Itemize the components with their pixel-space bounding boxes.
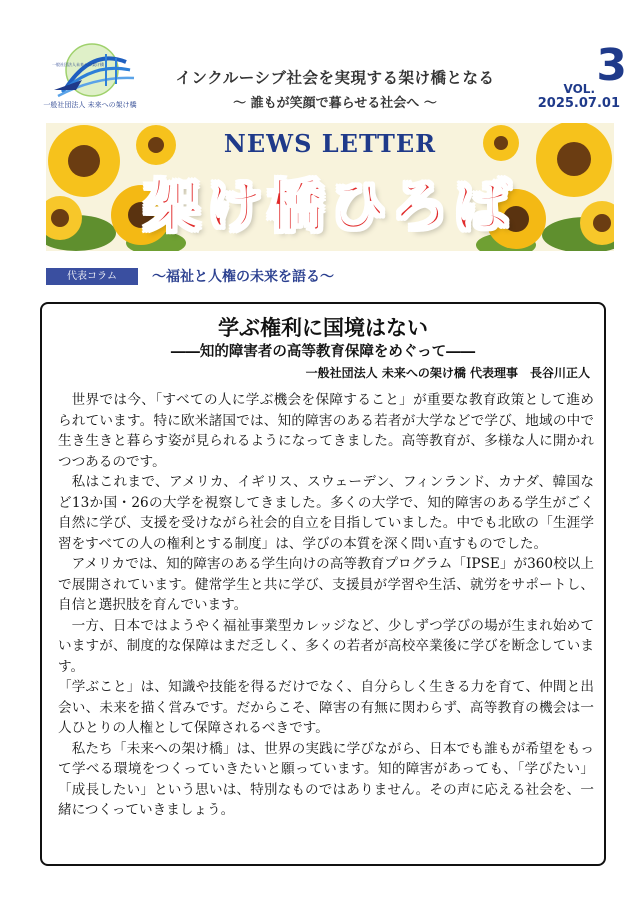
volume-label: VOL. (563, 82, 595, 96)
article-author: 一般社団法人 未来への架け橋 代表理事 長谷川正人 (305, 366, 590, 380)
article-body (58, 390, 594, 821)
article-paragraph: 私たち「未来への架け橋」は、世界の実践に学びながら、日本でも誰もが希望をもって学べる環境をつくっていきたいと願っています。知的障害があっても、「学びたい」「成長したい」という思いは、特別なものではありません。その声に応える社会を、一緒につくっていきましょう。 (58, 740, 594, 818)
article-box (40, 302, 606, 866)
title-banner (46, 123, 614, 251)
article-paragraph: 私はこれまで、アメリカ、イギリス、スウェーデン、フィンランド、カナダ、韓国など13か国・26の大学を視察してきました。多くの大学で、知的障害のある学生がごく自然に学び、支援を受けながら社会的自立を目指していました。中でも北欧の「生涯学習をすべての人の権利とする制度」は、学びの本質を深く問い直すものでした。 (58, 474, 594, 552)
article-subtitle: ――知的障害者の高等教育保障をめぐって―― (170, 343, 476, 360)
newsletter-label: NEWS LETTER (223, 129, 437, 158)
logo-small-text: 一般社団法人未来への架け橋 (52, 62, 104, 67)
newsletter-title: 架け橋ひろば (144, 175, 516, 240)
article-paragraph: 世界では今、「すべての人に学ぶ機会を保障すること」が重要な教育政策として進められています。特に欧米諸国では、知的障害のある若者が大学などで学び、地域の中で生き生きと暮らす姿が見られるようになってきました。高等教育が、多様な人に開かれつつあるのです。 (58, 392, 594, 470)
issue-date: 2025.07.01 (537, 96, 620, 111)
organization-logo (36, 40, 144, 114)
article-paragraph: 一方、日本ではようやく福祉事業型カレッジなど、少しずつ学びの場が生まれ始めていますが、制度的な保障はまだ乏しく、多くの若者が高校卒業後に学びを断念しています。 (58, 617, 594, 675)
header-tagline (150, 66, 520, 111)
article-paragraph: 「学ぶこと」は、知識や技能を得るだけでなく、自分らしく生きる力を育て、仲間と出会い、未来を描く営みです。だからこそ、障害の有無に関わらず、高等教育の機会は一人ひとりの人権として保障されるべきです。 (58, 679, 594, 736)
article-paragraph: アメリカでは、知的障害のある学生向けの高等教育プログラム「IPSE」が360校以上で展開されています。健常学生と共に学び、支援員が学習や生活、就労をサポートし、自信と選択肢を育んでいます。 (58, 556, 594, 613)
column-subtitle: ～福祉と人権の未来を語る～ (152, 269, 334, 285)
tagline-main: インクルーシブ社会を実現する架け橋となる (175, 69, 495, 87)
volume-number: 3 (596, 40, 627, 91)
article-title: 学ぶ権利に国境はない (218, 315, 428, 340)
logo-org-name: 一般社団法人 未来への架け橋 (43, 101, 137, 109)
column-tag: 代表コラム (46, 268, 138, 285)
tagline-sub: ～ 誰もが笑顔で暮らせる社会へ ～ (233, 96, 437, 111)
